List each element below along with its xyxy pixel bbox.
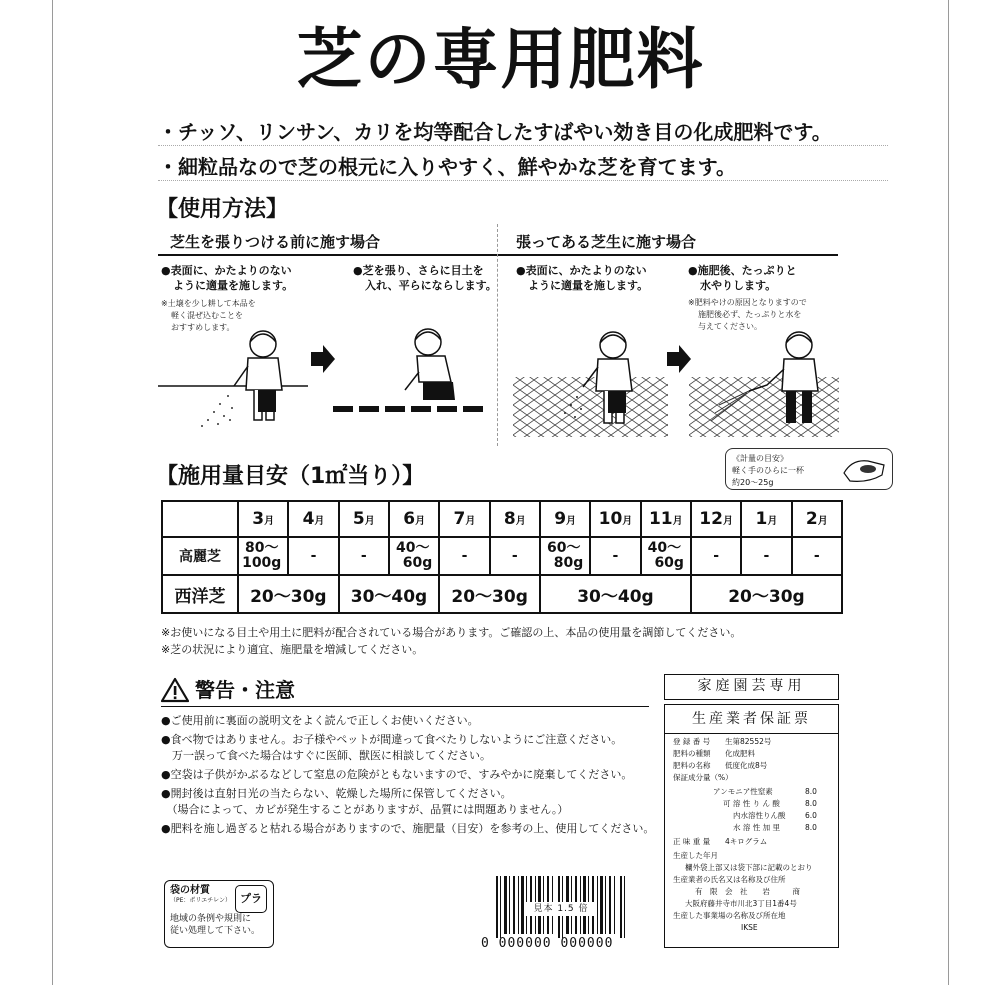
plastic-recycle-icon: プラ	[235, 885, 267, 913]
garden-label: 家庭園芸専用	[664, 674, 839, 700]
table-cell: 30～40g	[339, 575, 440, 613]
warning-heading: 警告・注意	[161, 675, 295, 705]
table-cell: -	[439, 537, 489, 575]
weight-value: 4キログラム	[725, 837, 768, 846]
month-header: 9月	[540, 501, 590, 537]
barcode-number: 0 000000 000000	[481, 936, 614, 951]
header-underline	[158, 254, 526, 256]
usage-right-step-1: ●表面に、かたよりのない ように適量を施します。	[516, 264, 649, 292]
table-cell: 30～40g	[540, 575, 691, 613]
table-cell: 40～ 60g	[641, 537, 691, 575]
amount-heading: 【施用量目安（1㎡当り）】	[156, 464, 425, 489]
factory-label: 生産した事業場の名称及び所在地	[673, 911, 786, 920]
warning-item: 万一誤って食べた場合はすぐに医師、獣医に相談してください。	[161, 749, 491, 762]
type-value: 化成肥料	[725, 749, 755, 758]
amount-table	[161, 500, 843, 614]
feature-line-2: ・細粒品なので芝の根元に入りやすく、鮮やかな芝を育てます。	[158, 155, 736, 179]
table-header-row	[162, 501, 842, 537]
month-header: 5月	[339, 501, 389, 537]
usage-right-step-2: ●施肥後、たっぷりと 水やりします。	[688, 264, 797, 292]
warning-icon	[161, 677, 189, 703]
illustration-watering	[689, 325, 839, 440]
month-header: 12月	[691, 501, 741, 537]
header-underline	[508, 254, 838, 256]
month-header: 7月	[439, 501, 489, 537]
table-note-1: ※お使いになる目土や用土に肥料が配合されている場合があります。ご確認の上、本品の使用量を調節してください。	[161, 626, 742, 639]
component-name: 内水溶性りん酸	[733, 811, 786, 820]
warning-item: ●空袋は子供がかぶるなどして窒息の危険がともないますので、すみやかに廃棄してください。	[161, 768, 633, 781]
table-cell: -	[691, 537, 741, 575]
divider	[665, 733, 838, 734]
table-cell: 20～30g	[439, 575, 540, 613]
month-header: 1月	[741, 501, 791, 537]
illustration-spreading-lawn	[513, 325, 673, 440]
reg-label: 登 録 番 号	[673, 737, 711, 746]
component-name: アンモニア性窒素	[713, 787, 773, 796]
row-label: 高麗芝	[162, 537, 238, 575]
package-panel	[52, 0, 949, 985]
feature-line-1: ・チッソ、リンサン、カリを均等配合したすばやい効き目の化成肥料です。	[158, 120, 832, 144]
guarantee-box	[664, 704, 839, 948]
producer-address: 大阪府藤井寺市川北3丁目1番4号	[685, 899, 797, 908]
table-cell: 20～30g	[691, 575, 842, 613]
weight-label: 正 味 重 量	[673, 837, 711, 846]
table-cell: -	[490, 537, 540, 575]
date-value: 欄外袋上部又は袋下部に記載のとおり	[685, 863, 813, 872]
hand-icon	[842, 453, 886, 485]
table-cell: -	[590, 537, 640, 575]
table-cell: 40～ 60g	[389, 537, 439, 575]
component-value: 8.0	[805, 799, 817, 808]
reg-value: 生第82552号	[725, 737, 772, 746]
factory-value: IKSE	[741, 923, 758, 932]
table-note-2: ※芝の状況により適宜、施肥量を増減してください。	[161, 643, 424, 656]
name-value: 低度化成8号	[725, 761, 768, 770]
warning-item: （場合によって、カビが発生することがありますが、品質には問題ありません。）	[161, 803, 569, 816]
table-cell: 20～30g	[238, 575, 339, 613]
component-value: 8.0	[805, 823, 817, 832]
usage-right-header: 張ってある芝生に施す場合	[516, 233, 697, 251]
usage-left-step-2: ●芝を張り、さらに目土を 入れ、平らにならします。	[353, 264, 497, 292]
month-header: 8月	[490, 501, 540, 537]
material-box: 袋の材質 （PE：ポリエチレン） 地域の条例や規則に 従い処理して下さい。 プラ	[164, 880, 274, 948]
month-header: 10月	[590, 501, 640, 537]
arrow-right-icon	[311, 345, 335, 373]
barcode-label: 見本 1.5 倍	[526, 902, 596, 916]
guarantee-title: 生産業者保証票	[692, 711, 811, 727]
page-title: 芝の専用肥料	[296, 21, 705, 98]
type-label: 肥料の種類	[673, 749, 711, 758]
usage-heading: 【使用方法】	[156, 197, 289, 222]
usage-left-note: ※土壌を少し耕して本品を 軽く混ぜ込むことを おすすめします。	[161, 299, 256, 332]
warning-item: ●食べ物ではありません。お子様やペットが間違って食べたりしないようにご注意ください。	[161, 733, 623, 746]
table-cell: 80～ 100g	[238, 537, 288, 575]
table-cell: -	[339, 537, 389, 575]
month-header: 6月	[389, 501, 439, 537]
name-label: 肥料の名称	[673, 761, 711, 770]
month-header: 2月	[792, 501, 842, 537]
usage-left-header: 芝生を張りつける前に施す場合	[170, 233, 381, 251]
table-row	[162, 537, 842, 575]
table-cell: -	[792, 537, 842, 575]
table-cell: -	[288, 537, 338, 575]
measure-guide: 《計量の目安》 軽く手のひらに一杯 約20～25g	[725, 448, 893, 490]
components-label: 保証成分量（%）	[673, 773, 733, 782]
divider	[158, 145, 888, 146]
divider	[158, 180, 888, 181]
usage-separator	[497, 224, 498, 446]
warning-item: ●ご使用前に裏面の説明文をよく読んで正しくお使いください。	[161, 714, 479, 727]
usage-right-note: ※肥料やけの原因となりますので 施肥後必ず、たっぷりと水を 与えてください。	[688, 298, 807, 331]
table-cell: 60～ 80g	[540, 537, 590, 575]
table-row	[162, 575, 842, 613]
warning-item: ●開封後は直射日光の当たらない、乾燥した場所に保管してください。	[161, 787, 512, 800]
table-corner	[162, 501, 238, 537]
arrow-right-icon	[667, 345, 691, 373]
warning-item: ●肥料を施し過ぎると枯れる場合がありますので、施肥量（目安）を参考の上、使用してください。	[161, 822, 655, 835]
month-header: 11月	[641, 501, 691, 537]
date-label: 生産した年月	[673, 851, 718, 860]
component-value: 6.0	[805, 811, 817, 820]
table-cell: -	[741, 537, 791, 575]
month-header: 3月	[238, 501, 288, 537]
component-name: 可 溶 性 り ん 酸	[723, 799, 780, 808]
illustration-laying-turf	[333, 320, 493, 420]
warning-underline	[161, 706, 649, 707]
component-value: 8.0	[805, 787, 817, 796]
usage-left-step-1: ●表面に、かたよりのない ように適量を施します。	[161, 264, 294, 292]
component-name: 水 溶 性 加 里	[733, 823, 781, 832]
producer-name: 有 限 会 社 岩 商	[695, 887, 800, 896]
producer-label: 生産業者の氏名又は名称及び住所	[673, 875, 786, 884]
month-header: 4月	[288, 501, 338, 537]
row-label: 西洋芝	[162, 575, 238, 613]
